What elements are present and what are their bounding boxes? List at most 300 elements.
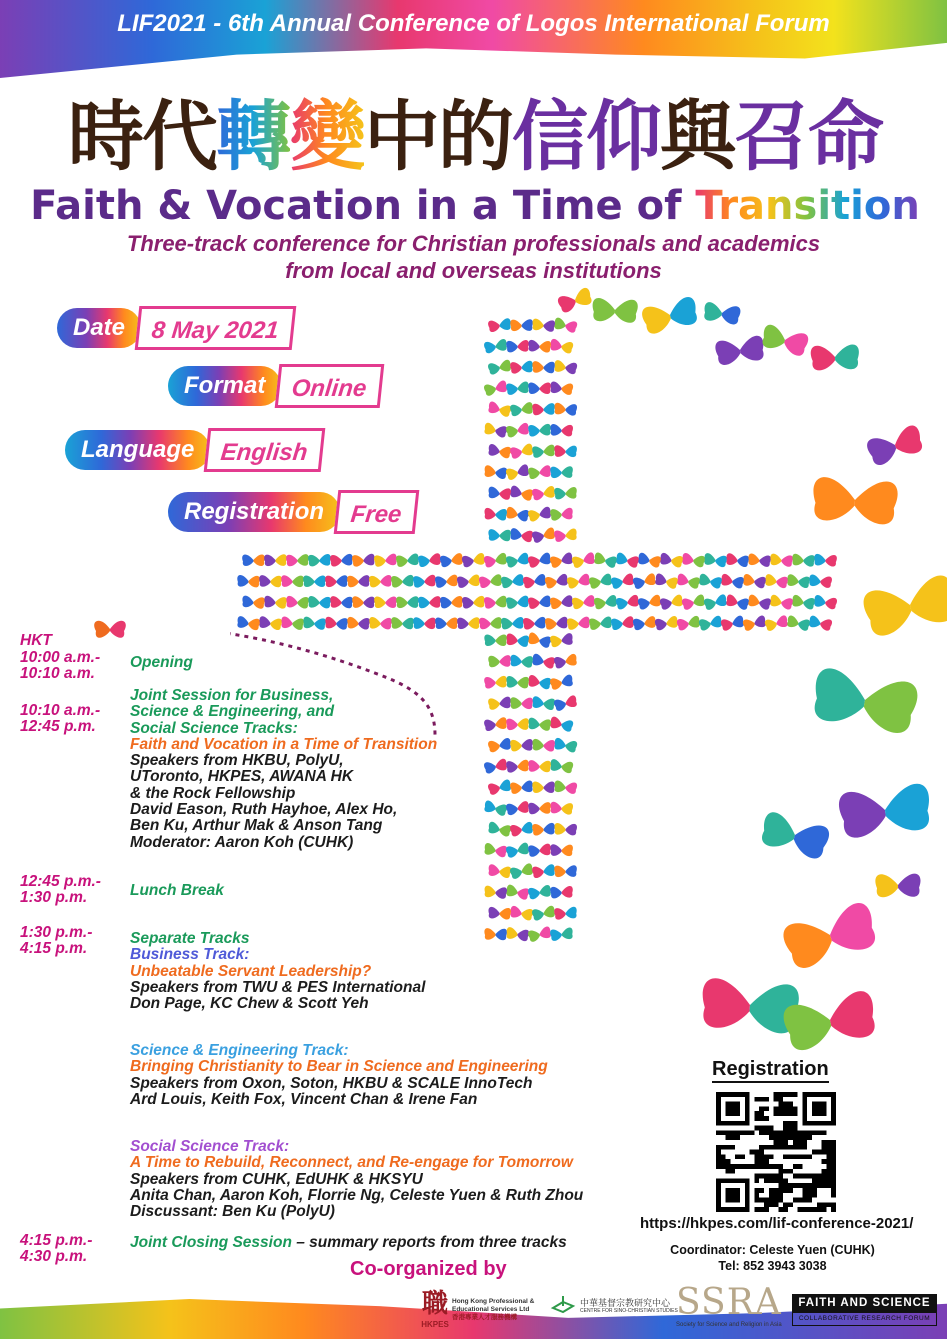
butterfly-icon bbox=[811, 344, 860, 370]
butterfly-icon bbox=[703, 553, 727, 568]
time-start: 12:45 p.m.- bbox=[20, 873, 101, 890]
title-cn-part: 信仰 bbox=[512, 92, 660, 181]
butterfly-icon bbox=[488, 864, 512, 879]
butterfly-icon bbox=[487, 779, 512, 796]
butterfly-icon bbox=[483, 552, 507, 568]
butterfly-icon bbox=[554, 823, 577, 836]
session-line: Speakers from HKBU, PolyU, bbox=[130, 752, 344, 770]
butterfly-icon bbox=[487, 401, 512, 418]
butterfly-icon bbox=[506, 927, 530, 942]
butterfly-icon bbox=[505, 464, 530, 481]
butterfly-icon bbox=[554, 865, 577, 877]
butterfly-icon bbox=[369, 575, 392, 588]
hkpes-logo-abbr: HKPES bbox=[421, 1320, 449, 1329]
schedule-block bbox=[20, 925, 92, 958]
butterfly-icon bbox=[435, 574, 459, 588]
butterfly-icon bbox=[505, 552, 529, 568]
butterfly-icon bbox=[640, 296, 699, 336]
butterfly-icon bbox=[637, 552, 661, 568]
butterfly-icon bbox=[681, 553, 705, 568]
butterfly-icon bbox=[258, 616, 282, 631]
butterfly-icon bbox=[549, 674, 574, 690]
registration-label: Registration bbox=[168, 492, 340, 532]
butterfly-icon bbox=[808, 615, 833, 631]
butterfly-icon bbox=[865, 424, 925, 468]
butterfly-icon bbox=[593, 595, 617, 610]
session-line: Speakers from TWU & PES International bbox=[130, 978, 426, 996]
ssra-logo-sub: Society for Science and Religion in Asia bbox=[676, 1322, 782, 1328]
butterfly-icon bbox=[259, 575, 282, 587]
butterfly-icon bbox=[237, 575, 260, 588]
butterfly-icon bbox=[550, 759, 574, 774]
butterfly-icon bbox=[527, 506, 551, 522]
butterfly-icon bbox=[484, 508, 507, 521]
butterfly-icon bbox=[484, 717, 508, 732]
butterfly-icon bbox=[439, 553, 463, 568]
butterfly-icon bbox=[725, 594, 750, 611]
butterfly-icon bbox=[325, 575, 348, 587]
butterfly-icon bbox=[264, 595, 287, 608]
schedule-item bbox=[130, 1043, 548, 1108]
schedule-block bbox=[20, 874, 101, 907]
butterfly-icon bbox=[532, 864, 556, 879]
coordinator-info bbox=[650, 1242, 895, 1274]
schedule-block bbox=[20, 1233, 92, 1266]
butterfly-icon bbox=[483, 758, 507, 774]
butterfly-icon bbox=[510, 739, 533, 752]
butterfly-icon bbox=[479, 617, 502, 629]
butterfly-icon bbox=[510, 528, 534, 543]
coordinator-tel: Tel: 852 3943 3038 bbox=[718, 1259, 827, 1273]
butterfly-icon bbox=[506, 676, 529, 689]
butterfly-icon bbox=[703, 301, 742, 325]
butterfly-icon bbox=[484, 339, 508, 354]
butterfly-icon bbox=[676, 573, 701, 589]
butterfly-icon bbox=[748, 553, 772, 567]
butterfly-icon bbox=[769, 594, 793, 610]
conference-banner-title: LIF2021 - 6th Annual Conference of Logos International Forum bbox=[117, 10, 830, 37]
butterfly-icon bbox=[676, 615, 700, 631]
butterfly-icon bbox=[505, 506, 529, 522]
butterfly-icon bbox=[554, 906, 577, 919]
butterfly-icon bbox=[374, 596, 397, 608]
butterfly-icon bbox=[532, 486, 556, 501]
butterfly-icon bbox=[325, 616, 348, 629]
session-line: Moderator: Aaron Koh (CUHK) bbox=[130, 833, 354, 851]
session-line: Anita Chan, Aaron Koh, Florrie Ng, Celeste Yuen & Ruth Zhou bbox=[130, 1186, 584, 1204]
butterfly-icon bbox=[347, 617, 370, 630]
butterfly-icon bbox=[505, 422, 529, 438]
butterfly-icon bbox=[281, 575, 304, 587]
butterfly-icon bbox=[347, 575, 370, 587]
session-line: Faith and Vocation in a Time of Transition bbox=[130, 735, 438, 753]
faith-science-logo bbox=[792, 1294, 937, 1330]
butterfly-icon bbox=[506, 633, 530, 647]
schedule-item bbox=[130, 655, 193, 671]
butterfly-icon bbox=[770, 553, 794, 567]
butterfly-icon bbox=[632, 616, 656, 631]
butterfly-icon bbox=[479, 574, 503, 589]
format-label: Format bbox=[168, 366, 281, 406]
time-end: 4:15 p.m. bbox=[20, 940, 88, 958]
butterfly-icon bbox=[549, 338, 573, 354]
butterfly-icon bbox=[506, 381, 530, 395]
butterfly-icon bbox=[592, 298, 638, 323]
chinese-title bbox=[20, 92, 930, 182]
butterfly-icon bbox=[720, 615, 745, 631]
butterfly-icon bbox=[488, 529, 511, 541]
time-end: 1:30 p.m. bbox=[20, 889, 88, 907]
butterfly-icon bbox=[554, 528, 578, 542]
butterfly-icon bbox=[532, 739, 555, 752]
butterfly-icon bbox=[488, 738, 512, 753]
title-cn-part: 轉 bbox=[216, 92, 290, 181]
butterfly-icon bbox=[554, 445, 577, 457]
butterfly-icon bbox=[554, 402, 577, 415]
butterfly-icon bbox=[550, 595, 574, 610]
butterfly-icon bbox=[549, 716, 574, 732]
schedule-item bbox=[130, 688, 437, 851]
butterfly-icon bbox=[588, 573, 613, 589]
session-line: Science & Engineering Track: bbox=[130, 1042, 349, 1059]
butterfly-icon bbox=[786, 574, 810, 589]
butterfly-icon bbox=[615, 594, 639, 610]
butterfly-icon bbox=[528, 424, 551, 437]
butterfly-icon bbox=[528, 843, 552, 857]
butterfly-icon bbox=[413, 574, 436, 587]
title-cn-part: 時代 bbox=[68, 92, 216, 181]
butterfly-icon bbox=[510, 402, 534, 417]
session-line: Bringing Christianity to Bear in Science and Engineering bbox=[130, 1058, 548, 1076]
butterfly-icon bbox=[484, 465, 508, 480]
butterfly-icon bbox=[554, 780, 578, 794]
butterfly-icon bbox=[510, 654, 533, 667]
butterfly-icon bbox=[654, 616, 678, 631]
butterfly-icon bbox=[462, 596, 485, 609]
butterfly-icon bbox=[510, 780, 534, 794]
subtitle-line: from local and overseas institutions bbox=[285, 258, 662, 283]
session-line: Discussant: Ben Ku (PolyU) bbox=[130, 1203, 335, 1221]
butterfly-icon bbox=[571, 552, 596, 569]
butterfly-icon bbox=[510, 360, 533, 373]
butterfly-icon bbox=[703, 594, 728, 611]
butterfly-icon bbox=[811, 476, 898, 525]
session-line: A Time to Rebuild, Reconnect, and Re-engage for Tomorrow bbox=[130, 1154, 573, 1172]
language-value: English bbox=[204, 428, 325, 472]
butterfly-icon bbox=[500, 574, 524, 589]
butterfly-icon bbox=[488, 318, 512, 333]
butterfly-icon bbox=[501, 617, 524, 630]
butterfly-icon bbox=[374, 553, 398, 567]
large-butterflies bbox=[557, 287, 947, 1053]
butterfly-icon bbox=[483, 422, 507, 438]
session-line: UToronto, HKPES, AWANA HK bbox=[130, 768, 354, 786]
butterfly-icon bbox=[352, 553, 375, 566]
schedule-item bbox=[130, 1235, 567, 1251]
schedule-item bbox=[130, 1139, 583, 1220]
coorganized-heading: Co-organized by bbox=[350, 1258, 507, 1280]
butterfly-icon bbox=[764, 615, 789, 632]
butterfly-icon bbox=[532, 403, 555, 415]
butterfly-icon bbox=[505, 884, 530, 900]
butterfly-icon bbox=[418, 596, 441, 608]
butterfly-icon bbox=[509, 821, 533, 837]
session-line: Unbeatable Servant Leadership? bbox=[130, 962, 372, 980]
butterfly-icon bbox=[875, 874, 921, 898]
butterfly-icon bbox=[391, 575, 414, 588]
time-start: 10:10 a.m.- bbox=[20, 702, 101, 719]
butterfly-icon bbox=[659, 552, 683, 568]
date-label: Date bbox=[57, 308, 141, 348]
butterfly-icon bbox=[528, 717, 552, 731]
title-cn-part: 中的 bbox=[364, 92, 512, 181]
butterfly-icon bbox=[814, 554, 837, 567]
date-value: 8 May 2021 bbox=[135, 306, 296, 350]
title-en-main: Faith & Vocation in a Time of bbox=[30, 183, 696, 229]
session-line: Science & Engineering, and bbox=[130, 703, 335, 721]
butterfly-icon bbox=[483, 380, 508, 397]
registration-value: Free bbox=[334, 490, 419, 534]
butterfly-icon bbox=[792, 553, 815, 566]
session-line: & the Rock Fellowship bbox=[130, 784, 296, 802]
butterfly-icon bbox=[791, 594, 815, 610]
butterfly-icon bbox=[528, 760, 551, 772]
butterfly-icon bbox=[484, 676, 507, 689]
butterfly-icon bbox=[550, 927, 574, 941]
butterfly-icon bbox=[352, 596, 375, 608]
language-label: Language bbox=[65, 430, 210, 470]
butterfly-icon bbox=[780, 900, 880, 972]
butterfly-icon bbox=[286, 554, 309, 566]
ssra-logo bbox=[676, 1284, 784, 1334]
butterfly-icon bbox=[550, 381, 574, 395]
session-title: Lunch Break bbox=[130, 882, 224, 899]
butterfly-icon bbox=[531, 653, 555, 669]
butterfly-icon bbox=[506, 340, 529, 353]
butterfly-icon bbox=[484, 634, 507, 646]
title-en-transition: Transition bbox=[695, 183, 920, 229]
butterfly-icon bbox=[457, 574, 481, 588]
butterfly-icon bbox=[632, 573, 657, 590]
ssra-logo-text: SSRA bbox=[676, 1282, 782, 1323]
registration-heading: Registration bbox=[712, 1058, 829, 1083]
butterfly-icon bbox=[549, 552, 574, 569]
subtitle-line: Three-track conference for Christian professionals and academics bbox=[126, 231, 821, 256]
butterfly-icon bbox=[487, 359, 511, 375]
butterfly-icon bbox=[698, 615, 722, 631]
butterfly-icon bbox=[528, 595, 552, 609]
butterfly-icon bbox=[509, 443, 534, 459]
session-line: Ben Ku, Arthur Mak & Anson Tang bbox=[130, 817, 383, 835]
butterfly-icon bbox=[742, 615, 767, 632]
butterfly-icon bbox=[242, 554, 265, 566]
coordinator-name: Coordinator: Celeste Yuen (CUHK) bbox=[670, 1243, 875, 1257]
butterfly-icon bbox=[286, 596, 309, 609]
registration-qr-code[interactable] bbox=[716, 1092, 836, 1212]
butterfly-icon bbox=[242, 595, 266, 609]
butterfly-icon bbox=[488, 486, 512, 500]
butterfly-icon bbox=[553, 653, 577, 669]
hkpes-logo-mark: 職 bbox=[421, 1289, 448, 1319]
schedule-item bbox=[130, 883, 224, 899]
session-suffix: – summary reports from three tracks bbox=[291, 1234, 567, 1251]
cscs-book-icon bbox=[550, 1294, 576, 1320]
butterfly-icon bbox=[528, 340, 551, 353]
butterfly-icon bbox=[484, 928, 507, 940]
butterfly-icon bbox=[611, 616, 635, 631]
hkpes-name-en: Hong Kong Professional & Educational Services Ltd bbox=[452, 1298, 535, 1313]
faith-science-title: FAITH AND SCIENCE bbox=[792, 1294, 937, 1312]
english-title bbox=[20, 182, 930, 230]
butterfly-icon bbox=[510, 697, 533, 709]
butterfly-icon bbox=[523, 617, 546, 630]
butterfly-icon bbox=[396, 553, 420, 567]
butterfly-icon bbox=[461, 553, 485, 568]
butterfly-icon bbox=[659, 594, 684, 610]
session-line: Don Page, KC Chew & Scott Yeh bbox=[130, 995, 369, 1013]
title-cn-part: 與 bbox=[660, 92, 734, 181]
butterfly-icon bbox=[391, 617, 414, 629]
butterfly-icon bbox=[532, 444, 556, 458]
butterfly-icon bbox=[281, 616, 305, 630]
butterfly-icon bbox=[567, 616, 591, 630]
session-title: Opening bbox=[130, 654, 193, 671]
butterfly-icon bbox=[532, 318, 556, 332]
butterfly-icon bbox=[527, 926, 552, 943]
butterfly-icon bbox=[681, 594, 706, 611]
butterfly-icon bbox=[531, 905, 555, 921]
butterfly-icon bbox=[510, 319, 533, 331]
butterfly-icon bbox=[527, 552, 552, 568]
butterfly-icon bbox=[554, 487, 577, 500]
session-line: Separate Tracks bbox=[130, 930, 250, 947]
butterfly-icon bbox=[813, 595, 837, 610]
cscs-name-en: CENTRE FOR SINO-CHRISTIAN STUDIES bbox=[580, 1308, 678, 1314]
butterfly-icon bbox=[544, 573, 568, 589]
butterfly-icon bbox=[505, 842, 530, 858]
butterfly-icon bbox=[330, 554, 353, 567]
butterfly-icon bbox=[308, 596, 331, 609]
butterfly-icon bbox=[303, 575, 326, 587]
session-line: Social Science Tracks: bbox=[130, 719, 298, 737]
butterfly-icon bbox=[418, 553, 442, 568]
butterfly-icon bbox=[509, 863, 534, 880]
format-value: Online bbox=[275, 364, 384, 408]
cscs-logo bbox=[550, 1292, 678, 1330]
butterfly-icon bbox=[303, 616, 327, 630]
butterfly-icon bbox=[369, 617, 392, 630]
butterfly-icon bbox=[528, 802, 551, 814]
session-line: Ard Louis, Keith Fox, Vincent Chan & Irene Fan bbox=[130, 1090, 478, 1108]
butterfly-icon bbox=[553, 737, 577, 753]
butterfly-icon bbox=[440, 596, 463, 609]
time-end: 12:45 p.m. bbox=[20, 718, 96, 736]
butterfly-icon bbox=[488, 696, 512, 710]
butterfly-icon bbox=[742, 574, 766, 589]
butterfly-icon bbox=[550, 466, 573, 478]
butterfly-icon bbox=[435, 617, 458, 629]
butterfly-icon bbox=[528, 382, 551, 394]
butterfly-icon bbox=[550, 844, 573, 856]
timezone-label: HKT bbox=[20, 632, 52, 649]
butterfly-icon bbox=[615, 552, 640, 568]
butterfly-icon bbox=[593, 552, 618, 569]
butterfly-icon bbox=[720, 573, 744, 589]
butterfly-icon bbox=[506, 595, 530, 609]
butterfly-icon bbox=[509, 905, 533, 921]
butterfly-icon bbox=[654, 573, 679, 590]
butterfly-icon bbox=[837, 782, 932, 839]
session-line: Joint Session for Business, bbox=[130, 687, 334, 704]
small-butterfly-icon bbox=[90, 612, 130, 646]
registration-url[interactable]: https://hkpes.com/lif-conference-2021/ bbox=[640, 1215, 914, 1232]
session-line: David Eason, Ruth Hayhoe, Alex Ho, bbox=[130, 801, 398, 819]
butterfly-icon bbox=[506, 718, 529, 730]
butterfly-icon bbox=[506, 759, 529, 772]
butterfly-icon bbox=[747, 594, 772, 610]
butterfly-icon bbox=[571, 595, 595, 610]
butterfly-icon bbox=[484, 885, 508, 899]
butterfly-icon bbox=[637, 594, 661, 610]
session-title: Joint Closing Session bbox=[130, 1234, 292, 1251]
schedule-block bbox=[20, 703, 100, 736]
hkpes-logo-text bbox=[452, 1298, 544, 1322]
butterfly-icon bbox=[566, 573, 590, 589]
hkpes-name-cn: 香港專業人才服務機構 bbox=[452, 1314, 517, 1321]
butterfly-icon bbox=[506, 801, 530, 816]
butterfly-icon bbox=[532, 823, 555, 836]
butterfly-icon bbox=[483, 800, 508, 817]
session-line: Social Science Track: bbox=[130, 1138, 290, 1155]
butterfly-icon bbox=[457, 617, 480, 629]
butterfly-icon bbox=[509, 485, 534, 501]
butterfly-icon bbox=[809, 574, 833, 588]
butterfly-icon bbox=[522, 574, 546, 589]
butterfly-icon bbox=[528, 885, 552, 900]
butterfly-icon bbox=[550, 633, 574, 648]
butterfly-icon bbox=[554, 360, 578, 375]
butterfly-icon bbox=[545, 616, 568, 629]
butterfly-icon bbox=[532, 361, 555, 373]
butterfly-icon bbox=[484, 595, 507, 608]
cscs-name-cn: 中華基督宗教研究中心 bbox=[580, 1298, 671, 1308]
time-start: 1:30 p.m.- bbox=[20, 924, 93, 941]
butterfly-icon bbox=[532, 781, 555, 793]
butterfly-icon bbox=[553, 317, 578, 333]
butterfly-icon bbox=[550, 801, 573, 814]
butterfly-icon bbox=[725, 553, 749, 568]
butterfly-icon bbox=[764, 574, 788, 589]
butterfly-icon bbox=[487, 444, 511, 459]
butterfly-icon bbox=[527, 675, 551, 690]
butterfly-icon bbox=[698, 573, 722, 589]
butterfly-icon bbox=[715, 335, 766, 366]
title-cn-part: 變 bbox=[290, 92, 364, 181]
butterfly-icon bbox=[589, 616, 613, 630]
session-line: Speakers from CUHK, EdUHK & HKSYU bbox=[130, 1170, 423, 1188]
butterfly-icon bbox=[786, 615, 811, 632]
butterfly-icon bbox=[532, 696, 556, 711]
title-cn-part: 召命 bbox=[734, 92, 882, 181]
butterfly-icon bbox=[531, 527, 556, 544]
schedule-block bbox=[20, 650, 100, 683]
faith-science-sub: COLLABORATIVE RESEARCH FORUM bbox=[792, 1312, 937, 1326]
butterfly-icon bbox=[330, 596, 353, 608]
butterfly-icon bbox=[553, 695, 578, 712]
time-end: 4:30 p.m. bbox=[20, 1248, 88, 1266]
time-start: 4:15 p.m.- bbox=[20, 1232, 93, 1249]
butterfly-icon bbox=[758, 810, 831, 861]
